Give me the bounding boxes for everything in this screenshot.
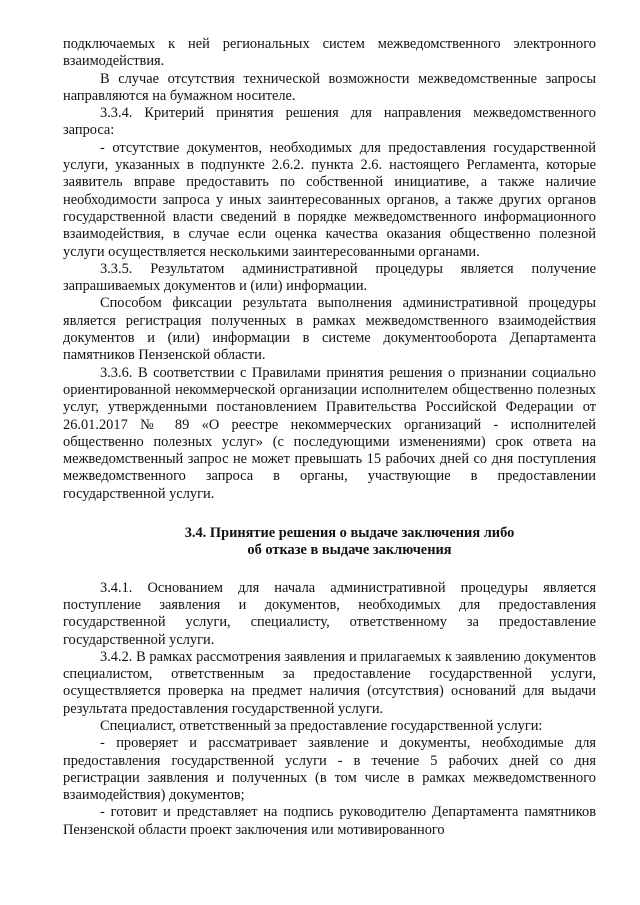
section-heading-line-1: 3.4. Принятие решения о выдаче заключения либо (184, 525, 515, 542)
paragraph-3-3-5: 3.3.5. Результатом административной процедуры является получение запрашиваемых документов и (или) информации. (63, 260, 596, 295)
paragraph-checks-documents: - проверяет и рассматривает заявление и документы, необходимые для предоставления государственной услуги - в течение 5 рабочих дней со дня регистрации заявления и полученных (в том числе в рамках межведомственного взаимодействия) документов; (63, 735, 596, 804)
paragraph-prepares-draft: - готовит и представляет на подпись руководителю Департамента памятников Пензенской области проект заключения или мотивированного (63, 804, 596, 838)
paragraph-3-3-6: 3.3.6. В соответствии с Правилами принятия решения о признании социально ориентированной некоммерческой организации исполнителем общественно полезных услуг, утвержденными постановлением Правительства Российской Федерации от 26.01.2017 № 89 «О реестре некоммерческих организаций - исполнителей общественно полезных услуг» (с последующими изменениями) срок ответа на межведомственный запрос не может превышать 15 рабочих дней со дня поступления межведомственного запроса в органы, участвующие в предоставлении государственной услуги. (63, 364, 596, 502)
paragraph-3-3-4: 3.3.4. Критерий принятия решения для направления межведомственного запроса: (63, 105, 596, 139)
section-heading-line-2: об отказе в выдаче заключения (247, 542, 452, 559)
paragraph-3-4-1: 3.4.1. Основанием для начала административной процедуры является поступление заявления и документов, необходимых для предоставления государственной услуги, специалисту, ответственному за предоставление государственной услуги. (63, 579, 596, 648)
paragraph-criterion-item: - отсутствие документов, необходимых для предоставления государственной услуги, указанных в подпункте 2.6.2. пункта 2.6. настоящего Регламента, которые заявитель вправе предоставить по собственной инициативе, а также наличие необходимости запроса у иных заинтересованных органов, а также других органов государственной власти сведений в порядке межведомственного информационного взаимодействия, в случае если оценка качества оказания общественно полезной услуги осуществляется несколькими заинтересованными органами. (63, 139, 596, 260)
paragraph-continuation: подключаемых к ней региональных систем межведомственного электронного взаимодействия. (63, 36, 596, 70)
paragraph-fixation-method: Способом фиксации результата выполнения административной процедуры является регистрация полученных в рамках межведомственного взаимодействия документов и (или) информации в системе документооборота Департамента памятников Пензенской области. (63, 295, 596, 364)
paragraph-3-4-2: 3.4.2. В рамках рассмотрения заявления и прилагаемых к заявлению документов специалистом, ответственным за предоставление государственной услуги, осуществляется проверка на предмет наличия (отсутствия) оснований для выдачи результата предоставления государственной услуги. (63, 648, 596, 717)
paragraph-specialist-intro: Специалист, ответственный за предоставление государственной услуги: (100, 717, 543, 734)
paragraph-paper-requests: В случае отсутствия технической возможности межведомственные запросы направляются на бумажном носителе. (63, 70, 596, 104)
